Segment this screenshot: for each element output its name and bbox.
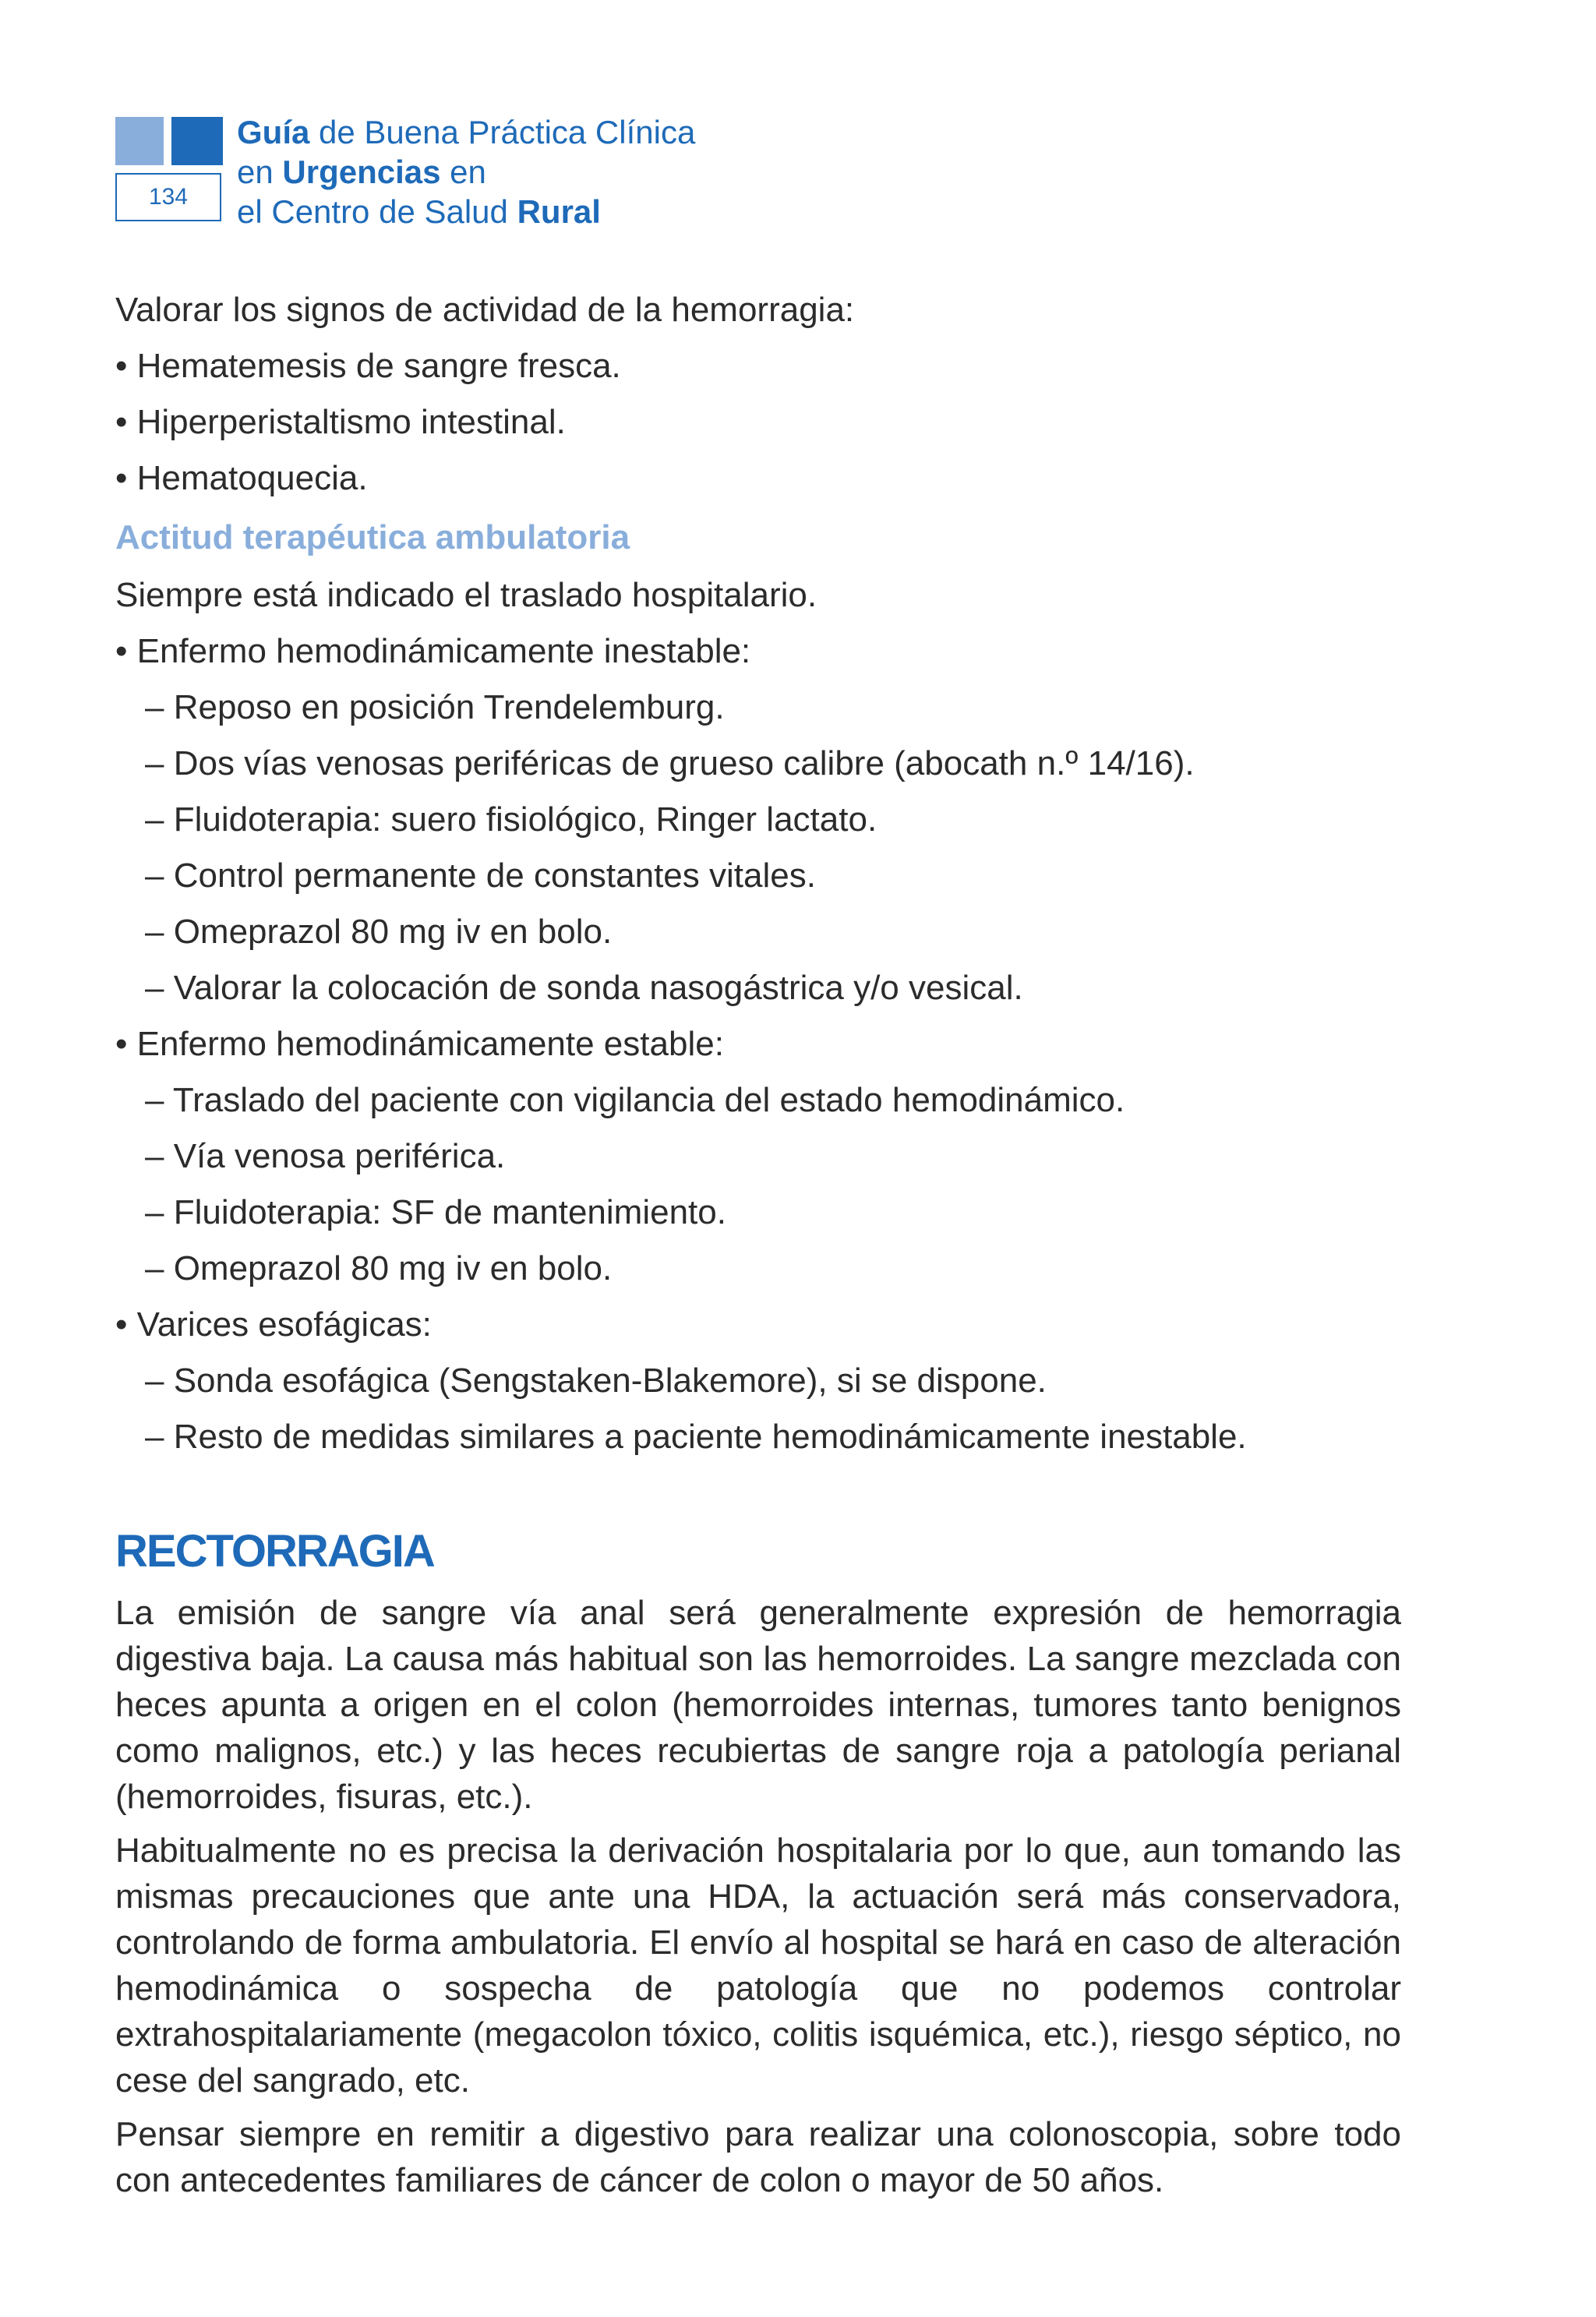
stable-item: – Vía venosa periférica. [145,1137,506,1175]
logo-square-dark [171,117,223,165]
guide-title-line-3 [237,192,829,231]
unstable-label: • Enfermo hemodinámicamente inestable: [115,632,751,670]
varices-item: – Sonda esofágica (Sengstaken-Blakemore), si se dispone. [145,1362,1047,1400]
unstable-item: – Dos vías venosas periféricas de grueso calibre (abocath n.º 14/16). [145,744,1195,782]
title-word-en: en [237,154,283,190]
activity-item: • Hematoquecia. [115,459,368,497]
guide-title [237,112,829,231]
stable-item: – Omeprazol 80 mg iv en bolo. [145,1249,613,1287]
title-words-buena-practica: Buena Práctica Clínica [364,114,696,150]
guide-title-line-1 [237,112,829,152]
title-word-de: de [309,114,365,150]
title-words-centro-salud: el Centro de Salud [237,193,517,230]
activity-item: • Hematemesis de sangre fresca. [115,347,621,385]
rectorragia-paragraph: La emisión de sangre vía anal será generalmente expresión de hemorragia digestiva baja. La causa más habitual son las hemorroides. La sangre mezclada con heces apunta a origen en el colon (hemorroides internas, tumores tanto benignos como malignos, etc.) y las heces recubiertas de sangre roja a patología perianal (hemorroides, fisuras, etc.). [115,1594,1401,1816]
title-word-en-2: en [440,154,486,190]
guide-title-line-2 [237,152,829,192]
page-header [115,115,817,232]
title-word-rural: Rural [517,193,601,230]
title-word-urgencias: Urgencias [282,154,441,190]
unstable-item: – Fluidoterapia: suero fisiológico, Ringer lactato. [145,800,877,839]
stable-item: – Traslado del paciente con vigilancia del estado hemodinámico. [145,1081,1125,1119]
stable-label: • Enfermo hemodinámicamente estable: [115,1025,724,1063]
varices-label: • Varices esofágicas: [115,1305,432,1344]
unstable-item: – Omeprazol 80 mg iv en bolo. [145,913,613,951]
therapy-heading: Actitud terapéutica ambulatoria [115,518,630,556]
unstable-item: – Control permanente de constantes vitales. [145,857,816,895]
activity-intro: Valorar los signos de actividad de la hemorragia: [115,291,855,329]
varices-item: – Resto de medidas similares a paciente hemodinámicamente inestable. [145,1418,1247,1456]
stable-item: – Fluidoterapia: SF de mantenimiento. [145,1193,726,1231]
title-word-guia: Guía [237,114,310,150]
logo-square-light [115,117,164,165]
rectorragia-title: RECTORRAGIA [115,1526,434,1577]
rectorragia-paragraph: Pensar siempre en remitir a digestivo para realizar una colonoscopia, sobre todo con antecedentes familiares de cáncer de colon o mayor de 50 años. [115,2115,1401,2199]
activity-item: • Hiperperistaltismo intestinal. [115,403,566,441]
page-content [115,282,1401,2211]
rectorragia-paragraph: Habitualmente no es precisa la derivación hospitalaria por lo que, aun tomando las mismas precauciones que ante una HDA, la actuación será más conservadora, controlando de forma ambulatoria. El envío al hospital se hará en caso de alteración hemodinámica o sospecha de patología que no podemos controlar extrahospitalariamente (megacolon tóxico, colitis isquémica, etc.), riesgo séptico, no cese del sangrado, etc. [115,1831,1401,2100]
page-number: 134 [115,173,221,221]
therapy-intro: Siempre está indicado el traslado hospitalario. [115,576,817,614]
unstable-item: – Reposo en posición Trendelemburg. [145,688,725,726]
unstable-item: – Valorar la colocación de sonda nasogástrica y/o vesical. [145,969,1023,1007]
